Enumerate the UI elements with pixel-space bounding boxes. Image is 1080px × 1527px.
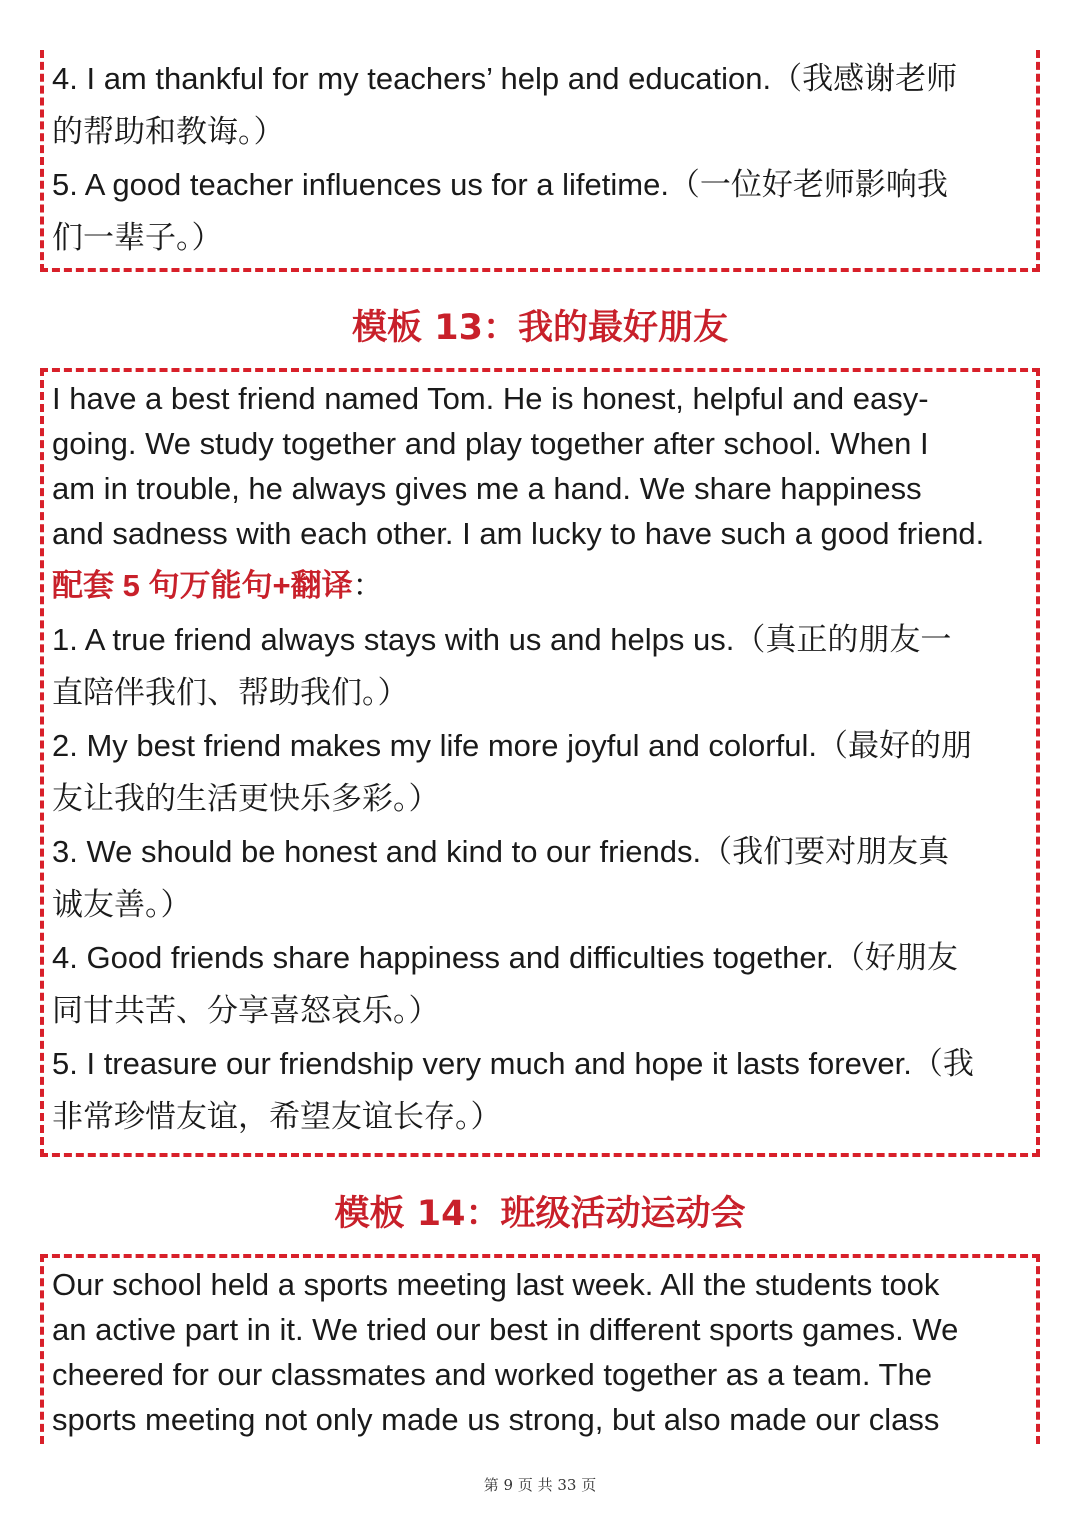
template-14-box [40,1254,1040,1444]
sentence-line: 2. My best friend makes my life more joyful and colorful.（最好的朋 [52,728,972,763]
sentence-line: 诚友善。） [52,887,192,922]
sentence-line: 3. We should be honest and kind to our friends.（我们要对朋友真 [52,834,950,869]
sentences-subheading [52,559,1028,613]
sentence-line: 的帮助和教诲。） [52,114,285,149]
template-14-heading: 模板 14：班级活动运动会 [334,1194,746,1234]
sentence-line: 4. Good friends share happiness and difficulties together.（好朋友 [52,940,958,975]
subheading-colon: ： [352,568,384,603]
essay-line: I have a best friend named Tom. He is honest, helpful and easy- [52,381,929,416]
sentence-line: 1. A true friend always stays with us and helps us.（真正的朋友一 [52,622,952,657]
subheading-text: 配套 5 句万能句+翻译 [52,568,353,603]
sentence-line: 5. I treasure our friendship very much and hope it lasts forever.（我 [52,1046,974,1081]
sentence-line: 直陪伴我们、帮助我们。） [52,675,409,710]
sentence-line: 非常珍惜友谊，希望友谊长存。） [52,1099,502,1134]
essay-line: am in trouble, he always gives me a hand. We share happiness [52,471,922,506]
essay-line: cheered for our classmates and worked together as a team. The [52,1357,932,1392]
essay-line: an active part in it. We tried our best in different sports games. We [52,1312,959,1347]
essay-line: Our school held a sports meeting last week. All the students took [52,1267,940,1302]
sentence-line: 同甘共苦、分享喜怒哀乐。） [52,993,440,1028]
template-13-heading: 模板 13：我的最好朋友 [352,308,728,348]
sentence-line: 们一辈子。） [52,220,223,255]
sentence-line: 友让我的生活更快乐多彩。） [52,781,440,816]
sentence-line: 5. A good teacher influences us for a lifetime.（一位好老师影响我 [52,167,948,202]
sentences-box-template-12 [40,50,1040,272]
essay-line: going. We study together and play together after school. When I [52,426,929,461]
template-13-box [40,368,1040,1157]
essay-line: and sadness with each other. I am lucky to have such a good friend. [52,516,985,551]
essay-line: sports meeting not only made us strong, but also made our class [52,1402,940,1437]
sentence-line: 4. I am thankful for my teachers’ help and education.（我感谢老师 [52,61,958,96]
page-footer: 第 9 页 共 33 页 [483,1476,597,1494]
